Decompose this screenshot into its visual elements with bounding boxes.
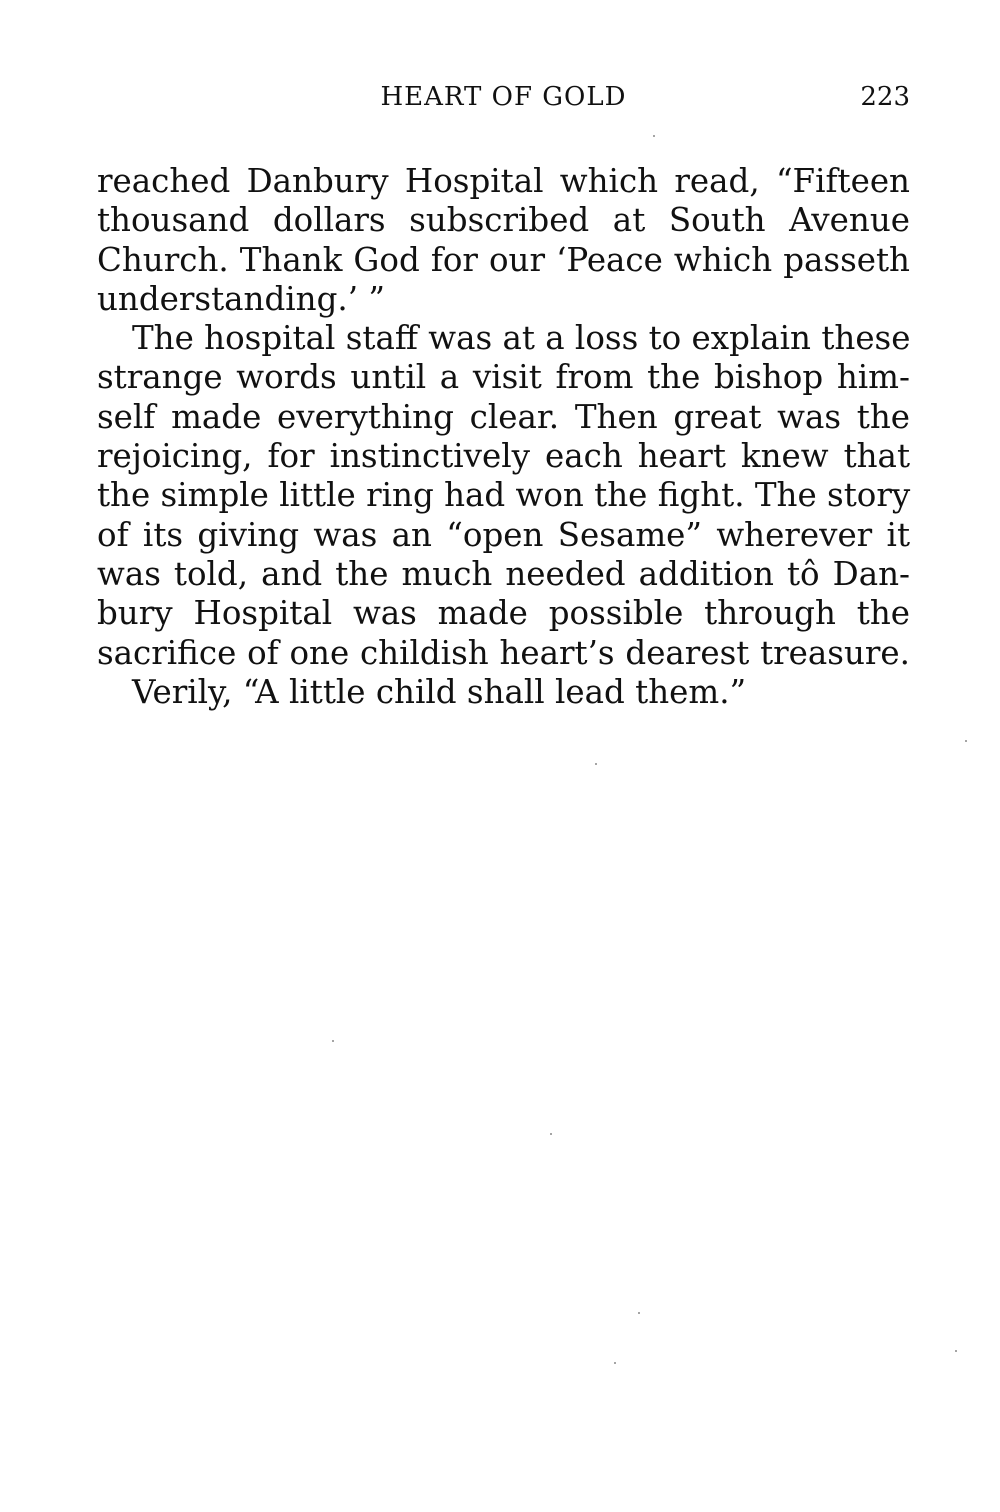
text-line: Church. Thank God for our ‘Peace which passeth	[97, 240, 910, 279]
scan-speck	[653, 135, 655, 137]
text-line: reached Danbury Hospital which read, “Fifteen	[97, 162, 910, 200]
text-line: sacrifice of one childish heart’s dearest treasure.	[97, 633, 910, 672]
text-line: thousand dollars subscribed at South Avenue	[97, 201, 910, 240]
text-line: Verily, “A little child shall lead them.”	[132, 672, 747, 711]
scan-speck	[550, 1133, 552, 1135]
text-line: The hospital staff was at a loss to explain these	[132, 319, 911, 358]
text-line: understanding.’ ”	[97, 279, 386, 318]
text-line: the simple little ring had won the fight. The story	[97, 476, 911, 515]
text-line: of its giving was an “open Sesame” wherever it	[97, 515, 910, 554]
scan-speck	[614, 1362, 616, 1364]
text-line: bury Hospital was made possible through the	[97, 594, 910, 633]
running-title: HEART OF GOLD	[380, 82, 627, 112]
text-line: rejoicing, for instinctively each heart knew that	[97, 437, 910, 476]
text-line: strange words until a visit from the bishop him-	[97, 358, 910, 397]
scan-speck	[965, 740, 967, 742]
scan-speck	[595, 763, 597, 765]
running-head	[97, 82, 910, 122]
scan-speck	[332, 1040, 334, 1042]
body-text	[97, 162, 910, 712]
page-number: 223	[860, 82, 910, 112]
scan-speck	[955, 1350, 957, 1352]
text-line: was told, and the much needed addition tô Dan-	[97, 554, 910, 593]
text-line: self made everything clear. Then great was the	[97, 397, 910, 436]
scan-speck	[638, 1312, 640, 1314]
